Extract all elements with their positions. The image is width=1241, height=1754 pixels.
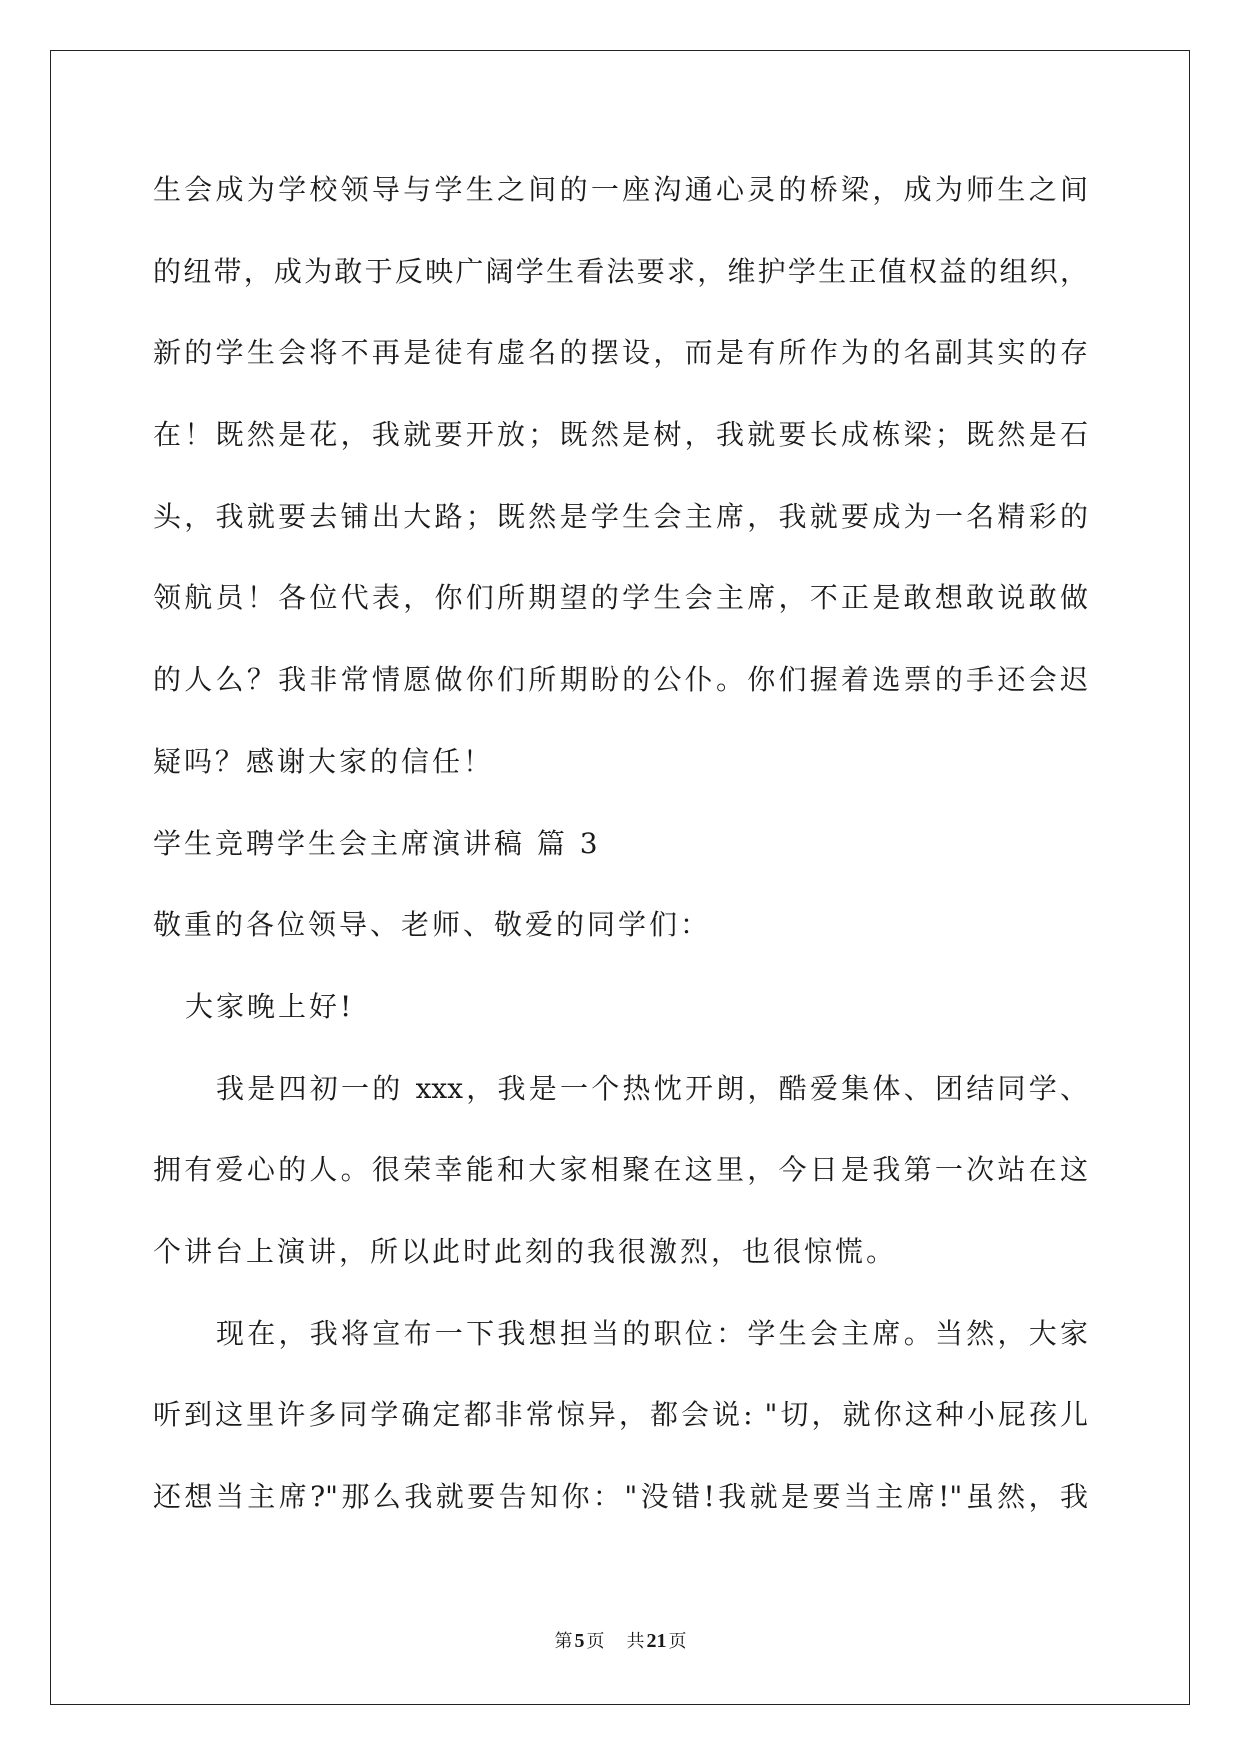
section-title: 学生竞聘学生会主席演讲稿 篇 3 (153, 827, 601, 860)
paragraph-line: 头，我就要去铺出大路；既然是学生会主席，我就要成为一名精彩的 (153, 500, 1088, 533)
paragraph-line: 新的学生会将不再是徒有虚名的摆设，而是有所作为的名副其实的存 (153, 336, 1088, 369)
total-suffix: 页 (668, 1631, 687, 1652)
paragraph-line: 的纽带，成为敢于反映广阔学生看法要求，维护学生正值权益的组织， (153, 255, 1088, 288)
page-number: 5 (574, 1630, 585, 1652)
paragraph-line: 的人么？我非常情愿做你们所期盼的公仆。你们握着选票的手还会迟 (153, 663, 1088, 696)
page-footer (0, 1628, 1241, 1655)
page-border (50, 50, 1190, 1705)
page-prefix: 第 (554, 1631, 573, 1652)
total-prefix: 共 (626, 1631, 645, 1652)
paragraph-line: 还想当主席?"那么我就要告知你："没错!我就是要当主席!"虽然，我 (153, 1480, 1088, 1513)
paragraph-line: 疑吗？感谢大家的信任！ (153, 745, 495, 778)
paragraph-line: 个讲台上演讲，所以此时此刻的我很激烈，也很惊慌。 (153, 1235, 898, 1268)
paragraph-line: 我是四初一的 xxx，我是一个热忱开朗，酷爱集体、团结同学、 (216, 1072, 1088, 1105)
greeting: 大家晚上好! (185, 990, 355, 1023)
paragraph-line: 领航员！各位代表，你们所期望的学生会主席，不正是敢想敢说敢做 (153, 581, 1088, 614)
paragraph-line: 拥有爱心的人。很荣幸能和大家相聚在这里，今日是我第一次站在这 (153, 1153, 1088, 1186)
paragraph-line: 在！既然是花，我就要开放；既然是树，我就要长成栋梁；既然是石 (153, 418, 1088, 451)
paragraph-line: 现在，我将宣布一下我想担当的职位：学生会主席。当然，大家 (216, 1317, 1088, 1350)
paragraph-line: 生会成为学校领导与学生之间的一座沟通心灵的桥梁，成为师生之间 (153, 173, 1088, 206)
salutation: 敬重的各位领导、老师、敬爱的同学们： (153, 908, 712, 941)
total-pages: 21 (646, 1630, 667, 1652)
page-suffix: 页 (586, 1631, 605, 1652)
paragraph-line: 听到这里许多同学确定都非常惊异，都会说: "切，就你这种小屁孩儿 (153, 1398, 1088, 1431)
